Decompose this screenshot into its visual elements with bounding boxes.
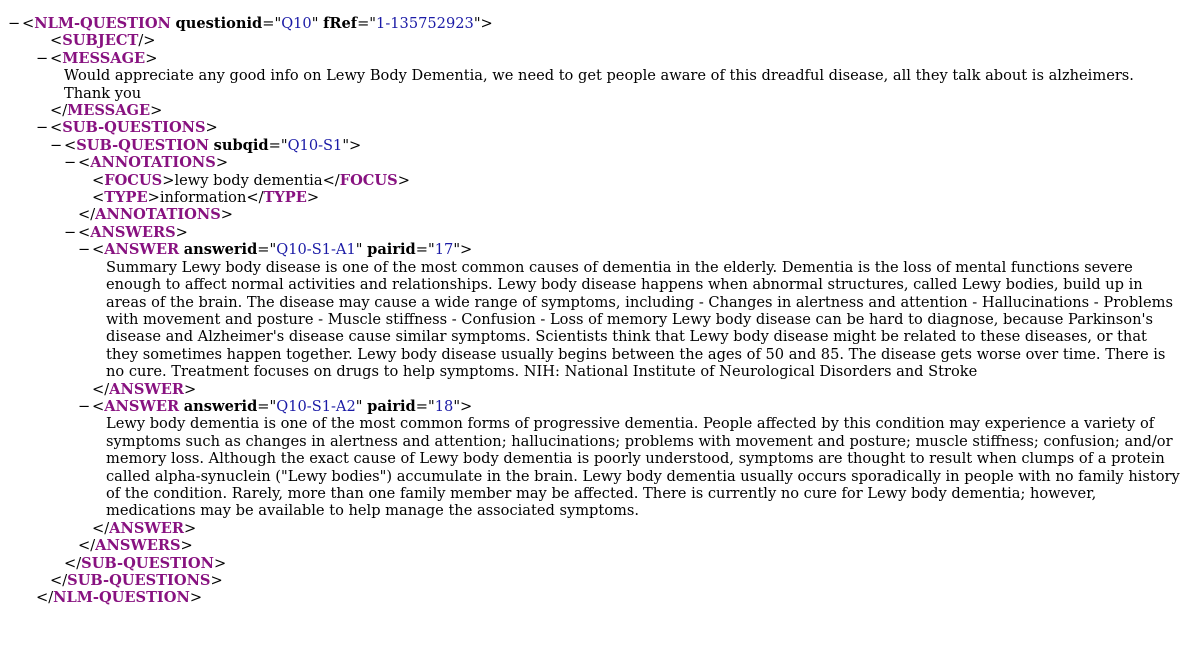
open-tag-sub-question: − <SUB-QUESTION subqid="Q10-S1"> (50, 136, 362, 154)
tag-name: MESSAGE (62, 49, 146, 67)
node-message (36, 49, 1182, 120)
collapse-toggle-sub-question[interactable]: − (50, 136, 63, 154)
tag-name: NLM-QUESTION (53, 589, 190, 607)
collapse-toggle-answers[interactable]: − (64, 223, 77, 241)
tag-name: SUBJECT (62, 32, 139, 50)
attr-value: Q10 (281, 15, 312, 32)
tag-name: SUB-QUESTION (76, 136, 210, 154)
open-tag-answer: − <ANSWER answerid="Q10-S1-A2" pairid="18"> (78, 397, 473, 415)
node-sub-questions (36, 119, 1182, 589)
close-tag-nlm-question: </NLM-QUESTION> (36, 589, 203, 607)
tag-name: SUB-QUESTION (81, 554, 214, 572)
collapse-toggle-annotations[interactable]: − (64, 154, 77, 172)
open-tag-message: − <MESSAGE> (36, 49, 158, 67)
answer-text: Summary Lewy body disease is one of the most common causes of dementia in the elderly. Dementia is the loss of mental functions severe enough to affect normal activities and relationships. Lewy body disease happens when abnormal structures, called Lewy bodies, build up in areas of the brain. The disease may cause a wide range of symptoms, including - Changes in alertness and attention - Hallucinations - Problems with movement and posture - Muscle stiffness - Confusion - Loss of memory Lewy body disease can be hard to diagnose, because Parkinson's disease and Alzheimer's disease cause similar symptoms. Scientists think that Lewy body disease might be related to these diseases, or that they sometimes happen together. Lewy body disease usually begins between the ages of 50 and 85. The disease gets worse over time. There is no cure. Treatment focuses on drugs to help symptoms. NIH: National Institute of Neurological Disorders and Stroke (106, 258, 1173, 381)
close-tag-message: </MESSAGE> (50, 102, 163, 120)
attr-name: questionid (175, 15, 263, 32)
close-tag-answer: </ANSWER> (92, 380, 197, 398)
tag-name: TYPE (104, 189, 148, 207)
collapse-toggle-nlm-question[interactable]: − (8, 15, 21, 32)
node-subject: <SUBJECT/> (50, 32, 156, 50)
attr-value: 1-135752923 (376, 15, 474, 32)
attr-value: 18 (434, 397, 454, 415)
attr-name: answerid (183, 241, 258, 259)
focus-value: lewy body dementia (174, 171, 323, 189)
tag-name: ANSWER (109, 380, 184, 398)
close-tag-answer: </ANSWER> (92, 519, 197, 537)
node-type: <TYPE>information</TYPE> (92, 189, 320, 207)
tag-name: ANSWER (109, 519, 184, 537)
close-tag-answers: </ANSWERS> (78, 537, 193, 555)
open-tag-nlm-question: − <NLM-QUESTION questionid="Q10" fRef="1-135752923"> (8, 15, 493, 32)
tag-name: TYPE (263, 189, 307, 207)
node-nlm-question (8, 15, 1182, 607)
tag-name: ANNOTATIONS (90, 154, 216, 172)
tag-name: MESSAGE (67, 102, 151, 120)
message-text: Would appreciate any good info on Lewy Body Dementia, we need to get people aware of this dreadful disease, all they talk about is alzheimers. Thank you (64, 67, 1134, 102)
collapse-toggle-answer[interactable]: − (78, 397, 91, 415)
node-answers (64, 223, 1182, 555)
node-annotations (64, 154, 1182, 224)
tag-name: NLM-QUESTION (34, 15, 171, 32)
tag-name: ANNOTATIONS (95, 206, 221, 224)
attr-value: Q10-S1-A1 (276, 241, 356, 259)
attr-name: answerid (183, 397, 258, 415)
close-tag-annotations: </ANNOTATIONS> (78, 206, 233, 224)
tag-name: ANSWERS (90, 223, 176, 241)
type-value: information (159, 189, 247, 207)
close-tag-sub-questions: </SUB-QUESTIONS> (50, 572, 223, 589)
tag-name: SUB-QUESTIONS (67, 572, 211, 589)
attr-name: pairid (367, 397, 416, 415)
open-tag-sub-questions: − <SUB-QUESTIONS> (36, 119, 218, 137)
collapse-toggle-sub-questions[interactable]: − (36, 119, 49, 137)
open-tag-answer: − <ANSWER answerid="Q10-S1-A1" pairid="17"> (78, 241, 473, 259)
open-tag-annotations: − <ANNOTATIONS> (64, 154, 229, 172)
attr-name: subqid (213, 136, 269, 154)
node-answer (78, 397, 1182, 537)
node-sub-question (50, 136, 1182, 572)
attr-value: 17 (434, 241, 454, 259)
open-tag-answers: − <ANSWERS> (64, 223, 188, 241)
attr-value: Q10-S1-A2 (276, 397, 356, 415)
close-tag-sub-question: </SUB-QUESTION> (64, 554, 227, 572)
node-focus: <FOCUS>lewy body dementia</FOCUS> (92, 171, 410, 189)
attr-name: fRef (323, 15, 358, 32)
attr-name: pairid (367, 241, 416, 259)
attr-value: Q10-S1 (287, 136, 343, 154)
tag-name: SUB-QUESTIONS (62, 119, 206, 137)
answer-text: Lewy body dementia is one of the most common forms of progressive dementia. People affected by this condition may experience a variety of symptoms such as changes in alertness and attention; hallucinations; problems with movement and posture; muscle stiffness; confusion; and/or memory loss. Although the exact cause of Lewy body dementia is poorly understood, symptoms are thought to result when clumps of a protein called alpha-synuclein ("Lewy bodies") accumulate in the brain. Lewy body dementia usually occurs sporadically in people with no family history of the condition. Rarely, more than one family member may be affected. There is currently no cure for Lewy body dementia; however, medications may be available to help manage the associated symptoms. (106, 415, 1180, 520)
tag-name: ANSWER (104, 397, 180, 415)
tag-name: FOCUS (104, 171, 163, 189)
collapse-toggle-message[interactable]: − (36, 49, 49, 67)
tag-name: FOCUS (339, 171, 398, 189)
xml-tree-viewer (8, 15, 1182, 607)
tag-name: ANSWERS (95, 537, 181, 555)
node-answer (78, 241, 1182, 398)
tag-name: ANSWER (104, 241, 180, 259)
collapse-toggle-answer[interactable]: − (78, 241, 91, 259)
